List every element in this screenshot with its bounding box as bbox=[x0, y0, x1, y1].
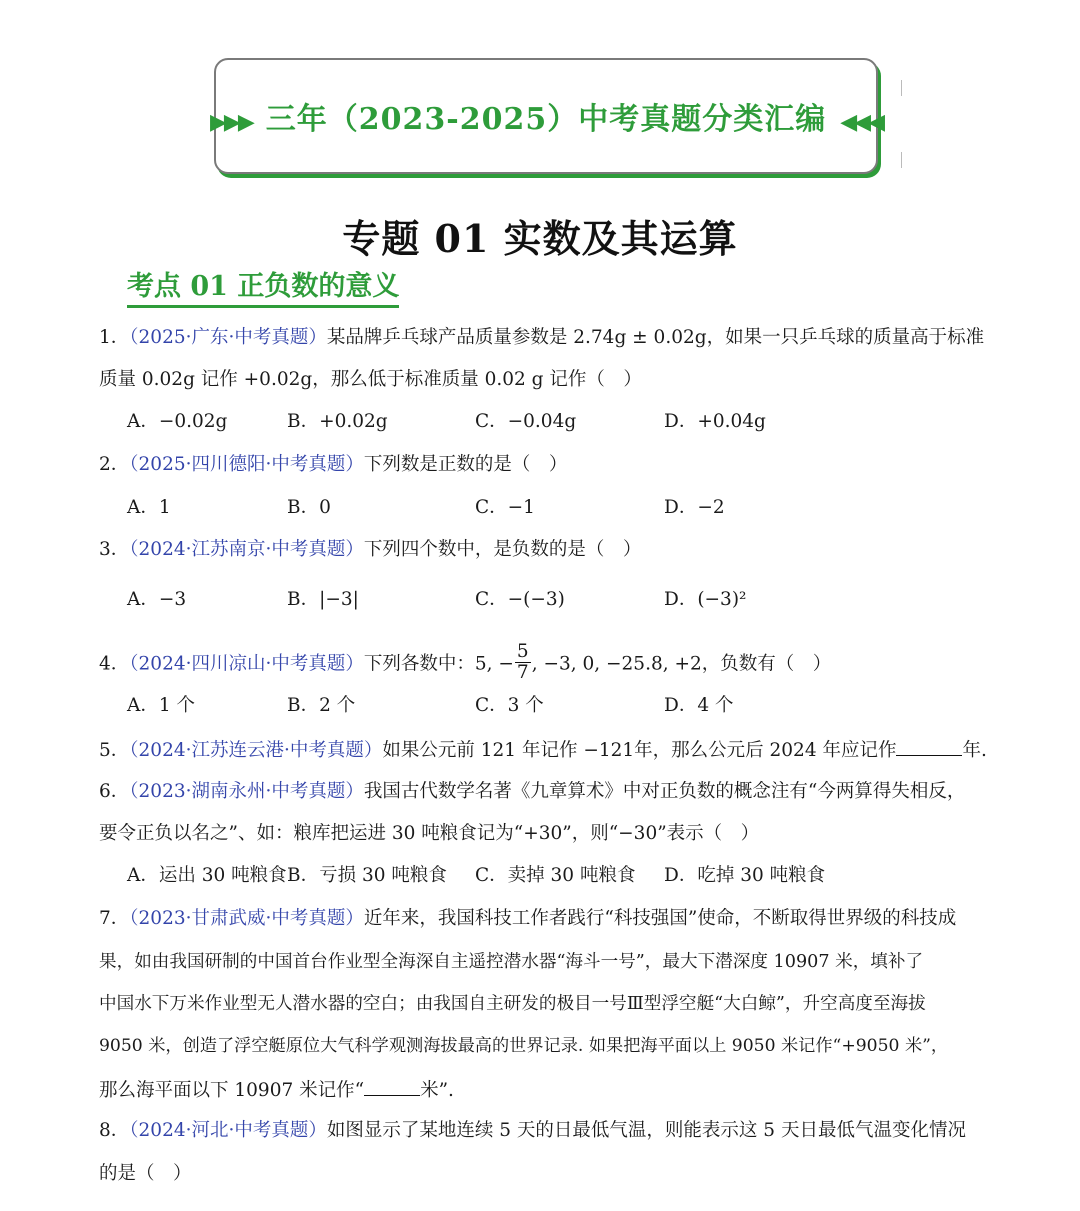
question-1-line-1: 1．（2025·广东·中考真题）某品牌乒乓球产品质量参数是 2.74g ± 0.02g，如果一只乒乓球的质量高于标准 bbox=[99, 327, 985, 348]
option-c: C．3 个 bbox=[475, 695, 544, 716]
crop-mark bbox=[901, 152, 902, 168]
section-title: 考点 01 正负数的意义 bbox=[127, 270, 399, 308]
banner-title-row bbox=[196, 94, 896, 138]
option-b: B．0 bbox=[287, 497, 331, 518]
option-a: A．运出 30 吨粮食 bbox=[127, 865, 287, 886]
question-8-line-1: 8．（2024·河北·中考真题）如图显示了某地连续 5 天的日最低气温，则能表示这 5 天日最低气温变化情况 bbox=[99, 1120, 966, 1141]
option-c: C．−0.04g bbox=[475, 411, 577, 432]
question-source: （2025·广东·中考真题） bbox=[129, 327, 327, 348]
option-d: D．4 个 bbox=[664, 695, 734, 716]
question-source: （2024·四川凉山·中考真题） bbox=[129, 653, 364, 675]
question-7-line-3: 中国水下万米作业型无人潜水器的空白；由我国自主研发的极目一号Ⅲ型浮空艇“大白鲸”，升空高度至海拔 bbox=[99, 994, 926, 1014]
question-source: （2025·四川德阳·中考真题） bbox=[129, 454, 364, 475]
question-7-line-1: 7．（2023·甘肃武威·中考真题）近年来，我国科技工作者践行“科技强国”使命，不断取得世界级的科技成 bbox=[99, 908, 957, 929]
question-1-line-2: 质量 0.02g 记作 +0.02g，那么低于标准质量 0.02 g 记作（ ） bbox=[99, 369, 642, 390]
option-c: C．−1 bbox=[475, 497, 535, 518]
option-a: A．1 bbox=[127, 497, 171, 518]
answer-blank[interactable] bbox=[364, 1077, 420, 1096]
question-source: （2023·湖南永州·中考真题） bbox=[129, 781, 364, 802]
question-source: （2024·江苏连云港·中考真题） bbox=[129, 740, 383, 761]
right-arrows-icon: ▶▶▶ bbox=[210, 109, 252, 135]
question-source: （2024·河北·中考真题） bbox=[129, 1120, 327, 1141]
question-2-line-1: 2．（2025·四川德阳·中考真题）下列数是正数的是（ ） bbox=[99, 454, 568, 475]
question-3-line-1: 3．（2024·江苏南京·中考真题）下列四个数中，是负数的是（ ） bbox=[99, 539, 642, 560]
option-b: B．2 个 bbox=[287, 695, 356, 716]
fraction: $\frac{5}{7}$ bbox=[516, 641, 529, 683]
option-a: A．1 个 bbox=[127, 695, 196, 716]
question-7-line-5: 那么海平面以下 10907 米记作“ 米”. bbox=[99, 1077, 454, 1103]
question-6-line-2: 要令正负以名之”、如：粮库把运进 30 吨粮食记为“+30”，则“−30”表示（ ） bbox=[99, 823, 760, 844]
question-4-line-1: 4．（2024·四川凉山·中考真题）下列各数中：5, − $\frac{5}{7}$ , −3, 0, −25.8, +2，负数有（ ） bbox=[99, 641, 832, 683]
option-a: A．−0.02g bbox=[127, 411, 228, 432]
option-d: D．吃掉 30 吨粮食 bbox=[664, 865, 826, 886]
question-7-line-4: 9050 米，创造了浮空艇原位大气科学观测海拔最高的世界记录. 如果把海平面以上 9050 米记作“+9050 米”， bbox=[99, 1036, 949, 1056]
answer-blank[interactable] bbox=[896, 737, 962, 756]
crop-mark bbox=[901, 80, 902, 96]
option-b: B．亏损 30 吨粮食 bbox=[287, 865, 447, 886]
option-c: C．卖掉 30 吨粮食 bbox=[475, 865, 636, 886]
option-d: D．(−3)² bbox=[664, 589, 747, 610]
question-7-line-2: 果，如由我国研制的中国首台作业型全海深自主遥控潜水器“海斗一号”，最大下潜深度 10907 米，填补了 bbox=[99, 952, 924, 972]
option-c: C．−(−3) bbox=[475, 589, 565, 610]
option-a: A．−3 bbox=[127, 589, 187, 610]
option-b: B．|−3| bbox=[287, 589, 359, 610]
question-source: （2024·江苏南京·中考真题） bbox=[129, 539, 364, 560]
header-banner bbox=[210, 58, 882, 174]
option-b: B．+0.02g bbox=[287, 411, 388, 432]
option-d: D．+0.04g bbox=[664, 411, 766, 432]
option-d: D．−2 bbox=[664, 497, 725, 518]
question-5-line-1: 5．（2024·江苏连云港·中考真题）如果公元前 121 年记作 −121年，那么公元后 2024 年应记作 年. bbox=[99, 737, 987, 763]
banner-title: 三年（2023-2025）中考真题分类汇编 bbox=[265, 102, 827, 137]
left-arrows-icon: ◀◀◀ bbox=[840, 109, 882, 135]
question-6-line-1: 6．（2023·湖南永州·中考真题）我国古代数学名著《九章算术》中对正负数的概念注有“今两算得失相反， bbox=[99, 781, 966, 802]
question-8-line-2: 的是（ ） bbox=[99, 1163, 192, 1184]
question-source: （2023·甘肃武威·中考真题） bbox=[129, 908, 364, 929]
topic-title: 专题 01 实数及其运算 bbox=[342, 216, 738, 261]
